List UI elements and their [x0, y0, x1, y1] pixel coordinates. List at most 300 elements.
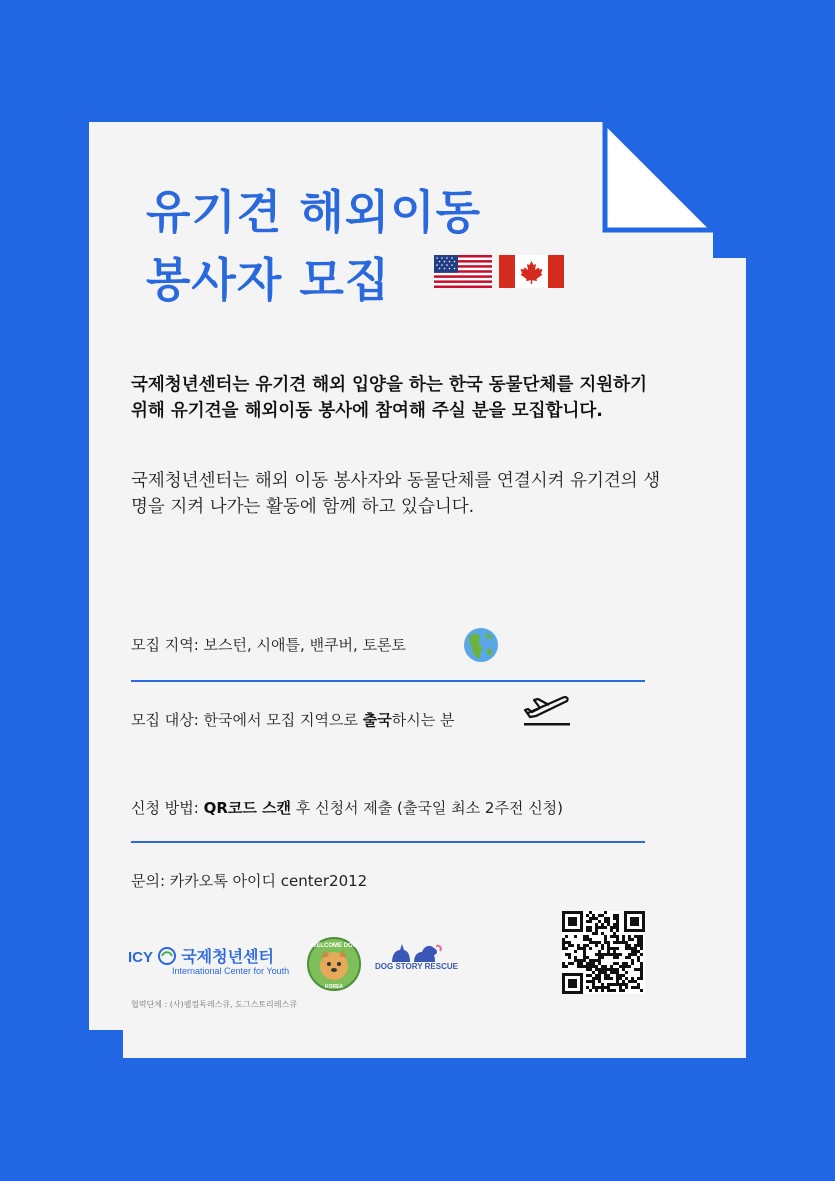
recruit-target-prefix: 모집 대상: 한국에서 모집 지역으로: [131, 711, 363, 729]
qr-module: [604, 917, 607, 920]
page-title-line2: 봉사자 모집: [146, 253, 391, 307]
qr-module: [577, 947, 580, 950]
qr-module: [616, 968, 619, 971]
qr-module: [640, 953, 643, 956]
partner-organizations: 협력단체 : (사)웰컴독레스큐, 도그스토리레스큐: [131, 1000, 297, 1009]
qr-module: [607, 920, 610, 923]
qr-module: [613, 950, 616, 953]
qr-module: [607, 917, 610, 920]
qr-module: [589, 920, 592, 923]
qr-module: [568, 962, 571, 965]
qr-module: [568, 941, 571, 944]
qr-module: [607, 950, 610, 953]
qr-module: [592, 917, 595, 920]
qr-module: [586, 944, 589, 947]
qr-module: [637, 986, 640, 989]
apply-method-prefix: 신청 방법:: [131, 799, 204, 817]
qr-module: [625, 986, 628, 989]
qr-module: [610, 935, 613, 938]
qr-module: [616, 917, 619, 920]
qr-module: [598, 941, 601, 944]
qr-module: [613, 956, 616, 959]
qr-module: [610, 953, 613, 956]
qr-module: [616, 947, 619, 950]
qr-module: [613, 968, 616, 971]
qr-module: [616, 923, 619, 926]
qr-module: [616, 914, 619, 917]
qr-module: [601, 953, 604, 956]
qr-module: [565, 935, 568, 938]
qr-module: [634, 968, 637, 971]
qr-module: [583, 965, 586, 968]
qr-module: [568, 953, 571, 956]
qr-module: [586, 956, 589, 959]
qr-module: [619, 989, 622, 992]
qr-module: [604, 920, 607, 923]
qr-module: [640, 935, 643, 938]
qr-module: [592, 962, 595, 965]
qr-module: [634, 980, 637, 983]
qr-module: [592, 959, 595, 962]
qr-module: [610, 977, 613, 980]
qr-module: [595, 977, 598, 980]
qr-module: [616, 953, 619, 956]
qr-module: [619, 974, 622, 977]
qr-module: [622, 941, 625, 944]
icy-english-name: International Center for Youth: [172, 966, 290, 976]
qr-module: [592, 986, 595, 989]
icy-abbr: ICY: [128, 949, 154, 966]
qr-module: [604, 938, 607, 941]
qr-module: [613, 935, 616, 938]
qr-module: [628, 953, 631, 956]
qr-module: [622, 935, 625, 938]
qr-module: [589, 929, 592, 932]
qr-module: [622, 938, 625, 941]
qr-module: [601, 926, 604, 929]
apply-method-bold: QR코드 스캔: [203, 799, 292, 817]
qr-module: [610, 965, 613, 968]
qr-module: [607, 986, 610, 989]
qr-module: [574, 950, 577, 953]
qr-module: [625, 971, 628, 974]
qr-module: [565, 965, 568, 968]
qr-module: [589, 917, 592, 920]
qr-module: [583, 959, 586, 962]
qr-module: [598, 971, 601, 974]
qr-module: [616, 926, 619, 929]
qr-module: [562, 947, 565, 950]
qr-module: [598, 926, 601, 929]
qr-module: [634, 986, 637, 989]
qr-module: [589, 965, 592, 968]
qr-module: [622, 962, 625, 965]
qr-module: [589, 911, 592, 914]
qr-module: [622, 974, 625, 977]
qr-module: [589, 968, 592, 971]
qr-module: [586, 974, 589, 977]
qr-module: [631, 938, 634, 941]
qr-module: [628, 980, 631, 983]
qr-module: [598, 953, 601, 956]
qr-module: [625, 983, 628, 986]
qr-module: [586, 938, 589, 941]
qr-module: [619, 953, 622, 956]
recruit-target-suffix: 하시는 분: [391, 711, 455, 729]
qr-module: [628, 947, 631, 950]
qr-module: [601, 923, 604, 926]
canada-flag-icon: [499, 255, 564, 288]
dog-story-rescue-logo: [375, 962, 458, 971]
qr-module: [616, 983, 619, 986]
qr-module: [601, 986, 604, 989]
qr-module: [598, 959, 601, 962]
apply-method-suffix: 후 신청서 제출 (출국일 최소 2주전 신청): [291, 799, 564, 817]
qr-module: [622, 989, 625, 992]
qr-module: [610, 971, 613, 974]
qr-module: [592, 971, 595, 974]
contact-info: 문의: 카카오톡 아이디 center2012: [131, 872, 368, 890]
intro-paragraph: 국제청년센터는 해외 이동 봉사자와 동물단체를 연결시켜 유기견의 생명을 지켜 나가는 활동에 함께 하고 있습니다.: [131, 471, 661, 517]
qr-module: [598, 914, 601, 917]
qr-module: [574, 956, 577, 959]
qr-module: [616, 980, 619, 983]
qr-module: [616, 938, 619, 941]
qr-module: [607, 974, 610, 977]
qr-module: [640, 989, 643, 992]
qr-module: [586, 965, 589, 968]
qr-module: [637, 959, 640, 962]
qr-module: [616, 929, 619, 932]
qr-module: [583, 956, 586, 959]
qr-module: [589, 959, 592, 962]
qr-module: [568, 956, 571, 959]
qr-module: [640, 977, 643, 980]
dog-story-dogs-icon: [388, 940, 444, 964]
qr-module: [619, 983, 622, 986]
qr-module: [631, 950, 634, 953]
page-title-line1: 유기견 해외이동: [146, 185, 482, 239]
qr-module: [562, 965, 565, 968]
qr-module: [580, 965, 583, 968]
qr-module: [616, 941, 619, 944]
qr-module: [598, 920, 601, 923]
qr-module: [610, 983, 613, 986]
qr-module: [628, 944, 631, 947]
qr-module: [604, 941, 607, 944]
qr-module: [613, 932, 616, 935]
qr-module: [613, 941, 616, 944]
qr-module: [640, 971, 643, 974]
qr-module: [571, 962, 574, 965]
qr-module: [637, 956, 640, 959]
qr-module: [616, 974, 619, 977]
qr-module: [631, 980, 634, 983]
qr-module: [610, 947, 613, 950]
qr-module: [637, 968, 640, 971]
intro-bold-paragraph: 국제청년센터는 유기견 해외 입양을 하는 한국 동물단체를 지원하기 위해 유기견을 해외이동 봉사에 참여해 주실 분을 모집합니다.: [131, 375, 647, 421]
icy-korean-name: 국제청년센터: [181, 947, 274, 966]
qr-module: [598, 962, 601, 965]
qr-module: [640, 944, 643, 947]
qr-module: [607, 977, 610, 980]
qr-module: [616, 935, 619, 938]
qr-module: [625, 956, 628, 959]
qr-module: [580, 959, 583, 962]
qr-module: [613, 923, 616, 926]
qr-module: [613, 947, 616, 950]
qr-module: [586, 920, 589, 923]
qr-module: [601, 989, 604, 992]
qr-module: [631, 953, 634, 956]
qr-module: [562, 938, 565, 941]
qr-module: [601, 914, 604, 917]
qr-module: [595, 926, 598, 929]
qr-module: [562, 962, 565, 965]
qr-module: [604, 953, 607, 956]
qr-module: [601, 968, 604, 971]
airplane-departure-icon: [522, 693, 572, 727]
qr-module: [631, 959, 634, 962]
qr-module: [583, 944, 586, 947]
qr-module: [607, 947, 610, 950]
qr-module: [589, 941, 592, 944]
qr-module: [616, 962, 619, 965]
qr-module: [622, 965, 625, 968]
qr-module: [619, 941, 622, 944]
qr-module: [637, 938, 640, 941]
qr-module: [604, 965, 607, 968]
qr-module: [628, 938, 631, 941]
qr-module: [640, 974, 643, 977]
qr-module: [583, 935, 586, 938]
qr-module: [628, 965, 631, 968]
qr-module: [640, 962, 643, 965]
qr-module: [592, 980, 595, 983]
qr-module: [598, 956, 601, 959]
qr-module: [619, 977, 622, 980]
qr-module: [634, 947, 637, 950]
qr-module: [634, 950, 637, 953]
qr-module: [637, 941, 640, 944]
qr-module: [607, 983, 610, 986]
recruit-region: 모집 지역: 보스턴, 시애틀, 밴쿠버, 토론토: [131, 636, 407, 654]
qr-module: [598, 986, 601, 989]
qr-module: [613, 953, 616, 956]
qr-module: [601, 956, 604, 959]
qr-module: [595, 986, 598, 989]
qr-module: [595, 941, 598, 944]
qr-module: [604, 986, 607, 989]
qr-module: [589, 947, 592, 950]
qr-module: [589, 926, 592, 929]
qr-module: [595, 965, 598, 968]
qr-module: [595, 944, 598, 947]
qr-module: [565, 953, 568, 956]
qr-module: [616, 956, 619, 959]
welcome-dog-text: WELCOME DOG: [310, 943, 358, 949]
qr-module: [613, 917, 616, 920]
qr-module: [595, 929, 598, 932]
qr-module: [592, 941, 595, 944]
qr-module: [625, 977, 628, 980]
qr-module: [586, 968, 589, 971]
recruit-target: [131, 709, 454, 730]
qr-module: [610, 968, 613, 971]
qr-module: [583, 947, 586, 950]
qr-module: [610, 989, 613, 992]
qr-module: [625, 941, 628, 944]
qr-module: [616, 920, 619, 923]
qr-module: [601, 971, 604, 974]
qr-module: [595, 974, 598, 977]
qr-module: [607, 944, 610, 947]
qr-code-icon[interactable]: [562, 911, 645, 994]
qr-module: [607, 923, 610, 926]
qr-module: [595, 968, 598, 971]
qr-module: [604, 911, 607, 914]
qr-module: [586, 986, 589, 989]
qr-module: [592, 914, 595, 917]
qr-module: [586, 935, 589, 938]
qr-module: [631, 977, 634, 980]
qr-module: [592, 932, 595, 935]
qr-module: [577, 965, 580, 968]
qr-module: [586, 914, 589, 917]
qr-module: [631, 962, 634, 965]
qr-module: [607, 989, 610, 992]
qr-module: [613, 983, 616, 986]
qr-module: [637, 950, 640, 953]
dog-story-text: DOG STORY RESCUE: [375, 962, 458, 971]
qr-module: [625, 944, 628, 947]
qr-module: [607, 968, 610, 971]
qr-module: [607, 953, 610, 956]
qr-module: [604, 968, 607, 971]
qr-module: [589, 974, 592, 977]
qr-module: [640, 941, 643, 944]
qr-module: [634, 944, 637, 947]
qr-module: [595, 989, 598, 992]
qr-module: [601, 944, 604, 947]
qr-module: [595, 953, 598, 956]
qr-module: [568, 944, 571, 947]
qr-module: [601, 947, 604, 950]
qr-module: [640, 938, 643, 941]
qr-module: [610, 926, 613, 929]
divider-2: [131, 841, 645, 843]
qr-module: [625, 947, 628, 950]
qr-module: [619, 965, 622, 968]
qr-module: [622, 980, 625, 983]
qr-module: [577, 959, 580, 962]
qr-module: [592, 965, 595, 968]
qr-module: [586, 962, 589, 965]
qr-module: [598, 950, 601, 953]
qr-module: [631, 947, 634, 950]
qr-module: [583, 953, 586, 956]
qr-module: [565, 941, 568, 944]
qr-module: [637, 983, 640, 986]
qr-module: [613, 914, 616, 917]
qr-module: [580, 947, 583, 950]
icy-emblem-icon: [158, 947, 176, 965]
qr-module: [607, 941, 610, 944]
qr-module: [565, 947, 568, 950]
qr-module: [625, 962, 628, 965]
qr-module: [634, 953, 637, 956]
qr-module: [598, 980, 601, 983]
qr-module: [604, 971, 607, 974]
qr-module: [637, 935, 640, 938]
qr-module: [580, 962, 583, 965]
qr-module: [619, 986, 622, 989]
qr-module: [574, 935, 577, 938]
qr-module: [613, 926, 616, 929]
qr-module: [601, 983, 604, 986]
qr-module: [577, 962, 580, 965]
qr-module: [577, 944, 580, 947]
qr-module: [595, 917, 598, 920]
qr-module: [583, 950, 586, 953]
qr-module: [604, 974, 607, 977]
qr-module: [589, 962, 592, 965]
qr-module: [640, 965, 643, 968]
qr-module: [622, 983, 625, 986]
qr-module: [589, 980, 592, 983]
icy-logo: [128, 944, 290, 976]
qr-module: [598, 968, 601, 971]
qr-module: [622, 968, 625, 971]
qr-module: [604, 977, 607, 980]
qr-module: [586, 926, 589, 929]
usa-flag-icon: [434, 255, 492, 288]
qr-module: [586, 929, 589, 932]
qr-module: [628, 956, 631, 959]
qr-module: [592, 977, 595, 980]
qr-module: [613, 971, 616, 974]
qr-module: [625, 965, 628, 968]
divider-1: [131, 680, 645, 682]
welcome-korea-text: KOREA: [324, 984, 344, 990]
qr-module: [598, 977, 601, 980]
qr-module: [604, 935, 607, 938]
qr-module: [640, 968, 643, 971]
qr-module: [634, 935, 637, 938]
qr-module: [562, 941, 565, 944]
globe-icon: [463, 627, 499, 663]
qr-module: [562, 944, 565, 947]
qr-module: [601, 932, 604, 935]
qr-module: [640, 947, 643, 950]
qr-module: [613, 962, 616, 965]
qr-module: [604, 926, 607, 929]
qr-module: [613, 989, 616, 992]
qr-module: [586, 980, 589, 983]
qr-module: [595, 959, 598, 962]
qr-module: [631, 986, 634, 989]
qr-module: [610, 929, 613, 932]
qr-module: [628, 935, 631, 938]
qr-module: [592, 983, 595, 986]
qr-module: [571, 944, 574, 947]
qr-module: [589, 938, 592, 941]
qr-module: [616, 977, 619, 980]
welcome-dog-logo: [306, 936, 362, 992]
qr-module: [574, 959, 577, 962]
qr-module: [637, 977, 640, 980]
apply-method: [131, 797, 563, 818]
